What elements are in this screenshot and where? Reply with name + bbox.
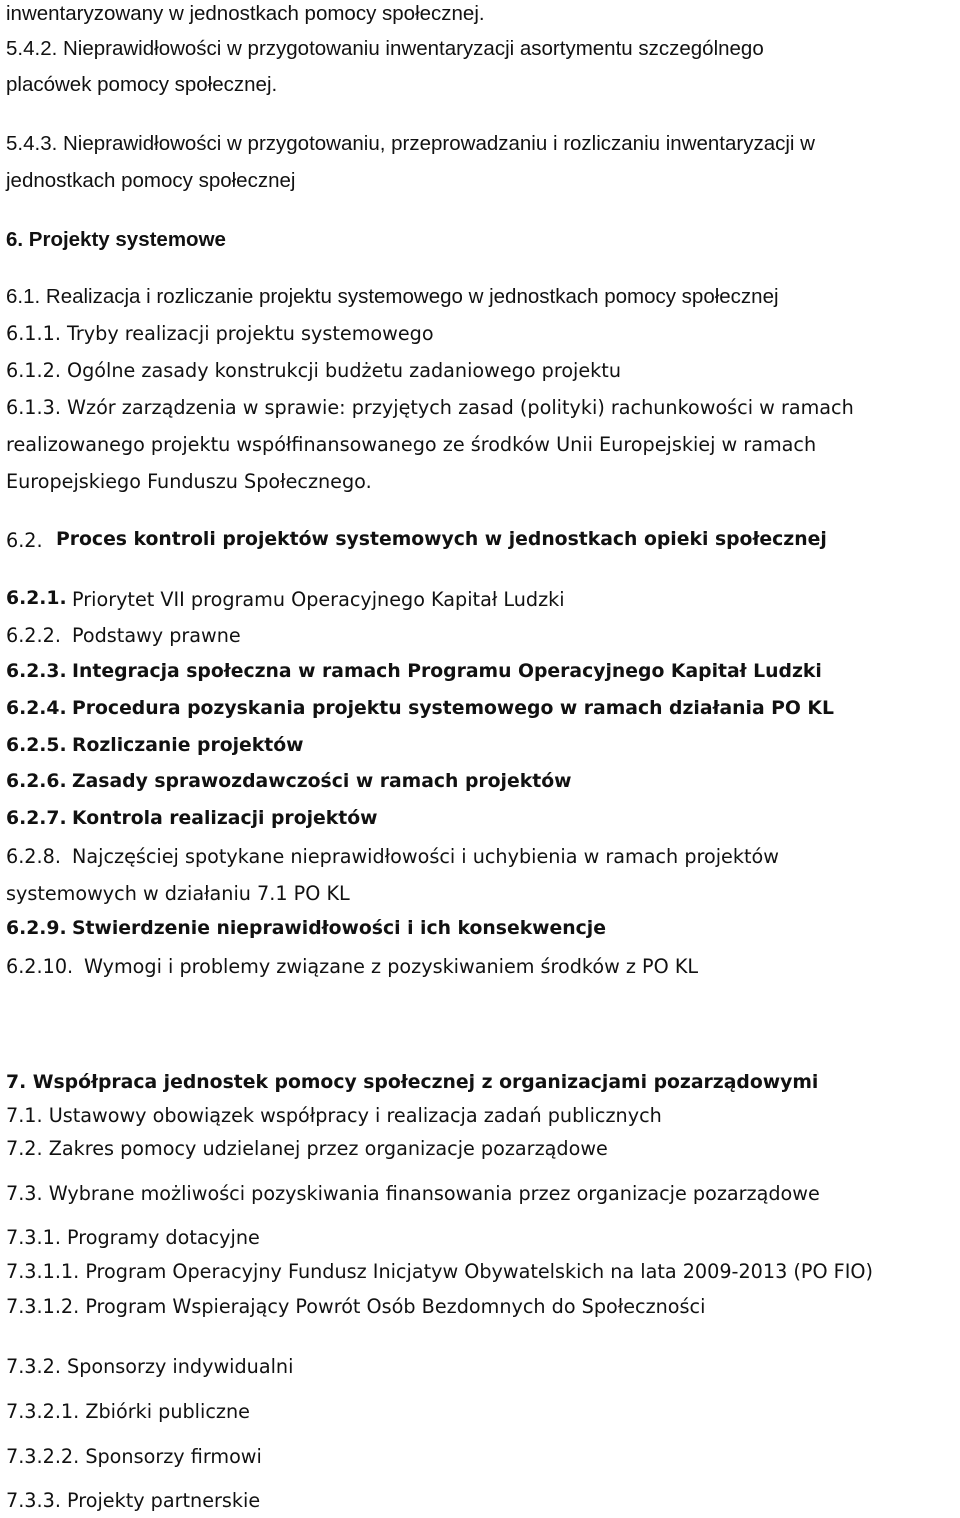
toc-item-6-2-4-title: Procedura pozyskania projektu systemowego w ramach działania PO KL: [72, 698, 834, 719]
text-line: placówek pomocy społecznej.: [6, 73, 278, 96]
toc-item-6-2-3-number: 6.2.3.: [6, 661, 67, 682]
toc-item-6-2-6-title: Zasady sprawozdawczości w ramach projektów: [72, 771, 572, 792]
toc-item-7-3-1-1: 7.3.1.1. Program Operacyjny Fundusz Inicjatyw Obywatelskich na lata 2009-2013 (PO FIO): [6, 1260, 873, 1283]
toc-item-6-2-2-number: 6.2.2.: [6, 624, 61, 647]
text-line: realizowanego projektu współfinansowanego ze środków Unii Europejskiej w ramach: [6, 433, 817, 456]
text-line: inwentaryzowany w jednostkach pomocy społecznej.: [6, 2, 485, 25]
toc-item-6-1-3: 6.1.3. Wzór zarządzenia w sprawie: przyjętych zasad (polityki) rachunkowości w ramach: [6, 396, 854, 419]
text-line: Europejskiego Funduszu Społecznego.: [6, 470, 372, 493]
toc-item-7-3-1-2: 7.3.1.2. Program Wspierający Powrót Osób Bezdomnych do Społeczności: [6, 1295, 706, 1318]
toc-item-6-2-4-number: 6.2.4.: [6, 698, 67, 719]
toc-item-6-2-5-title: Rozliczanie projektów: [72, 735, 304, 756]
toc-item-6-2-3-title: Integracja społeczna w ramach Programu Operacyjnego Kapitał Ludzki: [72, 661, 822, 682]
toc-item-6-1: 6.1. Realizacja i rozliczanie projektu systemowego w jednostkach pomocy społecznej: [6, 285, 779, 308]
toc-item-6-1-1: 6.1.1. Tryby realizacji projektu systemowego: [6, 322, 434, 345]
section-heading-6: 6. Projekty systemowe: [6, 228, 226, 251]
toc-item-6-2-9-number: 6.2.9.: [6, 918, 67, 939]
toc-item-6-2-6-number: 6.2.6.: [6, 771, 67, 792]
toc-item-7-3: 7.3. Wybrane możliwości pozyskiwania finansowania przez organizacje pozarządowe: [6, 1182, 820, 1205]
toc-item-7-3-3: 7.3.3. Projekty partnerskie: [6, 1489, 261, 1512]
toc-item-5-4-2: 5.4.2. Nieprawidłowości w przygotowaniu inwentaryzacji asortymentu szczególnego: [6, 37, 764, 60]
toc-item-6-2-title: Proces kontroli projektów systemowych w jednostkach opieki społecznej: [56, 529, 827, 550]
text-line: systemowych w działaniu 7.1 PO KL: [6, 882, 350, 905]
text-line: jednostkach pomocy społecznej: [6, 169, 296, 192]
toc-item-6-2-number: 6.2.: [6, 529, 43, 552]
toc-item-7-1: 7.1. Ustawowy obowiązek współpracy i realizacja zadań publicznych: [6, 1104, 662, 1127]
toc-item-7-3-2-1: 7.3.2.1. Zbiórki publiczne: [6, 1400, 250, 1423]
toc-item-6-2-7-title: Kontrola realizacji projektów: [72, 808, 378, 829]
toc-item-6-2-7-number: 6.2.7.: [6, 808, 67, 829]
toc-item-5-4-3: 5.4.3. Nieprawidłowości w przygotowaniu, przeprowadzaniu i rozliczaniu inwentaryzacji w: [6, 132, 815, 155]
toc-item-6-2-5-number: 6.2.5.: [6, 735, 67, 756]
toc-item-6-2-10-number: 6.2.10.: [6, 955, 74, 978]
toc-item-6-1-2: 6.1.2. Ogólne zasady konstrukcji budżetu zadaniowego projektu: [6, 359, 621, 382]
section-heading-7: 7. Współpraca jednostek pomocy społecznej z organizacjami pozarządowymi: [6, 1072, 819, 1093]
toc-item-6-2-2-title: Podstawy prawne: [72, 624, 241, 647]
toc-item-7-3-1: 7.3.1. Programy dotacyjne: [6, 1226, 260, 1249]
toc-item-6-2-8-number: 6.2.8.: [6, 845, 61, 868]
toc-item-6-2-1-title: Priorytet VII programu Operacyjnego Kapitał Ludzki: [72, 588, 565, 611]
toc-item-6-2-9-title: Stwierdzenie nieprawidłowości i ich konsekwencje: [72, 918, 606, 939]
toc-item-7-3-2: 7.3.2. Sponsorzy indywidualni: [6, 1355, 294, 1378]
toc-item-7-3-2-2: 7.3.2.2. Sponsorzy firmowi: [6, 1445, 262, 1468]
toc-item-6-2-10-title: Wymogi i problemy związane z pozyskiwaniem środków z PO KL: [84, 955, 699, 978]
toc-item-7-2: 7.2. Zakres pomocy udzielanej przez organizacje pozarządowe: [6, 1137, 608, 1160]
toc-item-6-2-1-number: 6.2.1.: [6, 588, 67, 609]
toc-item-6-2-8-title: Najczęściej spotykane nieprawidłowości i uchybienia w ramach projektów: [72, 845, 779, 868]
